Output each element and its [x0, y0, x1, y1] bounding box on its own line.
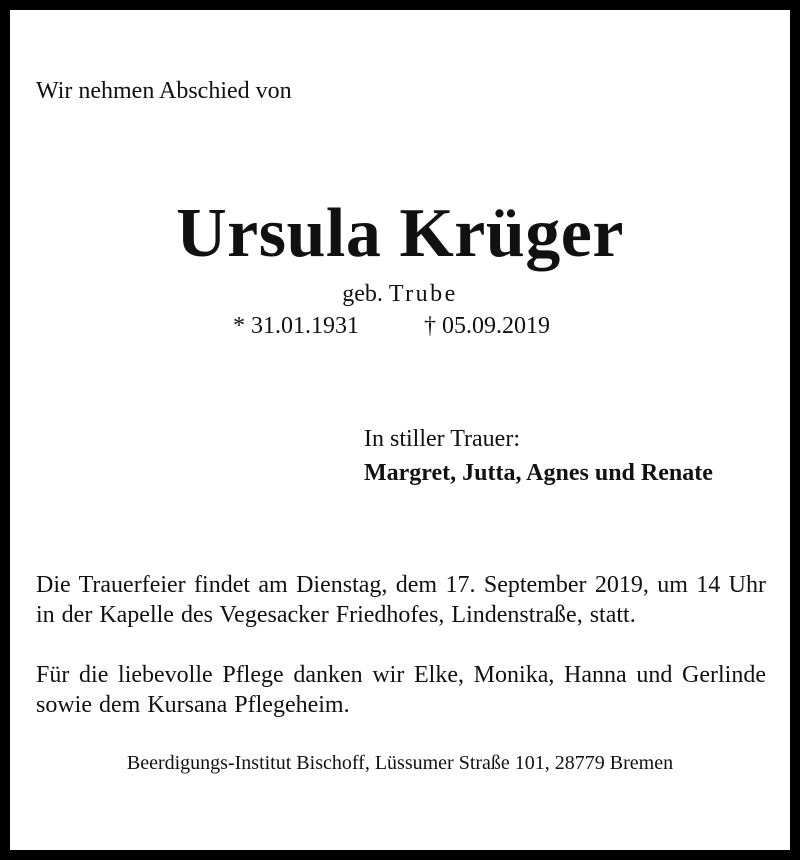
intro-text: Wir nehmen Abschied von — [36, 78, 292, 104]
birth-surname: Trube — [388, 281, 458, 307]
thanks-paragraph: Für die liebevolle Pflege danken wir Elke, Monika, Hanna und Gerlinde sowie dem Kursana Pflegeheim. — [36, 662, 766, 718]
mourning-label: In stiller Trauer: — [364, 426, 520, 452]
mourners-names: Margret, Jutta, Agnes und Renate — [364, 460, 713, 486]
birth-prefix: geb. — [342, 281, 383, 307]
deceased-name: Ursula Krüger — [176, 195, 624, 272]
birth-date: * 31.01.1931 — [233, 313, 359, 339]
death-date: † 05.09.2019 — [424, 313, 550, 339]
ceremony-paragraph: Die Trauerfeier findet am Dienstag, dem 17. September 2019, um 14 Uhr in der Kapelle des Vegesacker Friedhofes, Lindenstraße, statt. — [36, 572, 766, 628]
undertaker-line: Beerdigungs-Institut Bischoff, Lüssumer Straße 101, 28779 Bremen — [126, 752, 674, 774]
birth-name — [0, 280, 800, 308]
